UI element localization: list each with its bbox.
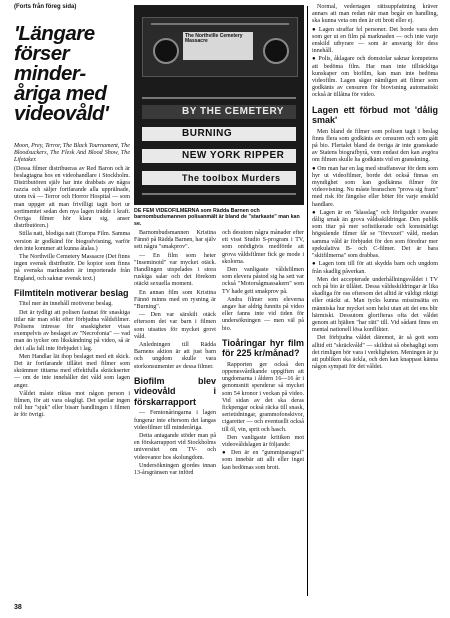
- bullet-paragraph: ● Polis, åklagare och domstolar saknar kompetens att bedöma film. Har man inte tillräckliga kunskaper om biofilm, kan man inte bedöma videofilm. Lagen säger nämligen att filmer som godkänts av censuren för biovisning automatiskt också är tillåtna för video.: [312, 56, 438, 99]
- bullet-paragraph: ● Lagen tom till för att skydda barn och ungdom från skadlig påverkan.: [312, 261, 438, 275]
- paragraph: Den vanligaste kritiken mot videovåldslagen är följande:: [222, 434, 304, 449]
- paragraph: Det är tydligt att polisen fastnat för snaskiga titlar när man sökt efter förbjudna våldsfilmer. Polisens intresse för snaskigheter visas exempelvis av beslaget av "Necrofonia" — vad man än tycker om likskändning på video, så är det i alla fall inte förbjudet i lag.: [14, 309, 130, 352]
- cassette-label: The Northville Cemetery Massacre: [183, 32, 253, 60]
- paragraph: Men Handlar lät ihop beslaget med ett skick. Det är fortfarande tillåtet med filmer som skrämmer tittarna med effektfulla skräckserier — om de inte innehåller det våld som lagen anger.: [14, 353, 130, 389]
- paragraph: — Den var särskilt otäck eftersom det var barn i filmen som utsattes för mycket grovt våld.: [134, 312, 216, 340]
- subheading: Lagen ett förbud mot 'dålig smak': [312, 104, 438, 126]
- paragraph: Den vanligaste våldsfilmen som elevera påstod sig ha sett var också "Motorsågmassakern" som TV hade gett smakprov på.: [222, 267, 304, 295]
- film-list: Moon, Prey, Terror, The Black Tournament, The Bloodsuckers, The Flesk And Blood Show, The Lifetaker.: [14, 143, 130, 164]
- video-cassettes-photo: [134, 5, 304, 205]
- paragraph: Normal, vedertagen rättsuppfattning kräver annars att man redan när man begår en handling, ska kunna veta om den är ett brott eller ej.: [312, 4, 438, 25]
- paragraph: — Femtonåringarna i lagen fungerar inte eftersom det langas videofilmer till minderåriga.: [134, 410, 216, 431]
- paragraph: Andra filmer som eleverna angav har aldrig funnits på video eller fanns inte vid tiden för undersökningen — men väl på bio.: [222, 296, 304, 332]
- paragraph: Anledningen till Rädda Barnens aktion är att just barn och ungdom skulle vara storkonsumenter av dessa filmer.: [134, 342, 216, 370]
- bullet-text: Om man har en lag med straffansvar för dem som hyr ut videofilmer, borde det också finnas en myndighet som kan godkänna filmer för videovisning. Nu måste branschen "prova sig fram" med risk för fängelse eller böter för varje enskild handlare.: [312, 165, 438, 208]
- paragraph: Men det accepterade underhållningsvåldet i TV och på bio är tillåtet. Dessa våldsskildringar är lika skadliga för oss eftersom det alltid är väldigt riktigt eller otäckt at. Man tycks kunna missinsätta en människa hur mycket som helst utan att det ens blir härmiskt. Dessutom glorifieras ofta det våldet genom att hjälten "har rätt" till. Vid sådant finns en mental nationell lösa konflikter.: [312, 276, 438, 334]
- column-1: [14, 143, 130, 421]
- bullet-paragraph: ● Lagen är en "klasslag" och förligsider svarare dålig smak än grova våldsskildringar. Den publik som titar på mer sofistikerade och konstnärligt högstående filmer får se "förvuxet" våld, medan samma våld är förbjudet för den som föredrar mer spekulativa B- och C-filmer. Det är bara "skitfilmerna" som drabbas.: [312, 209, 438, 260]
- cassette-spine: BURNING: [142, 127, 296, 141]
- paragraph: Våldet måste riktas mot någon person i filmen, för att vara olagligt. Det speilar ingen roll hur "sjuk" eller bisarr handlingen i filmen är för övrigt.: [14, 390, 130, 419]
- continued-from-previous-label: (Forts från föreg sida): [14, 4, 77, 10]
- paragraph: Men bland de filmer som polisen tagit i beslag finns flera som godkänts av censuren och som gått på bio. Flertalet bland de övriga är inte granskade av Statens biografbyrå, vem endast den kan avgöra om filmen skulle ha godkänts vid en granskning.: [312, 128, 438, 164]
- paragraph: (Dessa filmer distribueras av Red Baron och är beslagtagna hos en videohandlare i Stockholm. Distributören själv har inte drabbats av några razzia och säljer fortfarande alla upprälnade, utom två — Terror och Horror Hospital — som man uppger att man frivilligt tagit bort ur sortimentet sedan den nya lagen trädde i kraft. Övriga filmer hör klara sig, anser distributören.): [14, 165, 130, 230]
- paragraph: Barnombudsmannen Kristina Fännö på Rädda Barnen, har själv sett några "smakprov".: [134, 230, 216, 251]
- column-2: [134, 230, 216, 478]
- paragraph: Stilla natt, blodiga natt (Europa Film. Samma version är godkänd för biografvisning, varför den inte kommer att kunna åtalas.): [14, 231, 130, 252]
- paragraph: Undersökningen gjordes innan 13-årsgränsen var införd: [134, 462, 216, 476]
- column-rule: [307, 6, 308, 596]
- cassette-reel: [263, 38, 289, 64]
- paragraph: och desutom några månader efter ett visst Studio S-program i TV, som onödigtvis medförde att grova våldsfilmer fick ge mode i skolorna.: [222, 230, 304, 265]
- paragraph: — En film som heter "Inseminoid" var mycket otäck. Handlingen utspelades i stora ruskiga salar och det förekom otäckt sexuella moment.: [134, 252, 216, 288]
- subheading: Filmtiteln motiverar beslag: [14, 287, 129, 298]
- bullet-paragraph: ● Den är en "gummiparagraf" som innebär att allt eller inget kan bedömas som brott.: [222, 450, 304, 471]
- cassette-spine: BY THE CEMETERY: [142, 105, 296, 119]
- cassette-top: [142, 17, 298, 77]
- subheading: Biofilm blev videovåld i förskarrapport: [134, 375, 216, 407]
- bullet-text: Lagen straffar fel personer. Det borde vara den som ger ut en film på marknaden — och inte varje enskild utbyrare — som är ansvarig för dess innehåll.: [312, 26, 439, 55]
- headline: 'Längare förser minder-åriga med videovåld': [14, 22, 109, 125]
- photo-caption: DE FEM VIDEOFILMERNA som Rädda Barnen och barnombudsmannen polisanmält är bland de "starkaste" man kan se.: [134, 208, 300, 227]
- cassette-strip: [151, 23, 289, 25]
- bullet-paragraph: ● Om man har en lag med straffansvar för dem som hyr ut videofilmer, borde det också finnas en myndighet som kan godkänna filmer för videovisning. Nu måste branschen "prova sig fram" med risk för fängelse eller böter för varje enskild handlare.: [312, 165, 438, 208]
- paragraph: Rapporten ger också den oppenesvårdkande uppgiften att ungdomarna i åldern 16—16 år i genomsnitt spenderar så mycket som 54 kronor i veckan på video. Vid sidan av det ska deras fickpengar också räcka till snask, serietidningar, grammofonskivor, cigaretter — och eventuellt också till öl, vin, sprit och hasch.: [222, 361, 304, 433]
- bullet-text: Polis, åklagare och domstolar saknar kompetens att bedöma film. Har man inte tillräckliga kunskaper om biofilm, kan man inte bedöma videofilm. Lagen säger nämligen att filmer som godkänts av censuren för biovisning automatiskt också är tillåtna för video.: [312, 56, 438, 99]
- paragraph: En annan film som Kristina Fännö minns med en rysning är "Burning".: [134, 289, 216, 311]
- subheading: Tioåringar hyr film för 225 kr/månad?: [222, 337, 304, 359]
- bullet-text: Lagen är en "klasslag" och förligsider svarare dålig smak än grova våldsskildringar. Den publik som titar på mer sofistikerade och konstnärligt högstående filmer får se "förvuxet" våld, medan samma våld är förbjudet för den som föredrar mer spekulativa B- och C-filmer. Det är bara "skitfilmerna" som drabbas.: [312, 209, 438, 260]
- bullet-text: Lagen tom till för att skydda barn och ungdom från skadlig påverkan.: [312, 261, 438, 275]
- bullet-text: Den är en "gummiparagraf" som innebär att allt eller inget kan bedömas som brott.: [222, 450, 304, 471]
- column-3: [222, 230, 304, 473]
- cassette-spine: The toolbox Murders: [142, 171, 296, 185]
- cassette-edge: [142, 97, 296, 99]
- paragraph: The Northville Cemetery Massacre (Det finns ingen svensk distributör. De kopior som finns på svenska marknaden är importerade från England, och saknar svensk text.): [14, 254, 130, 282]
- column-4: [312, 4, 438, 372]
- paragraph: Titel mer än innehåll motiverar beslag.: [19, 301, 113, 308]
- cassette-edge: [142, 193, 296, 195]
- paragraph: Detta antagande stöder man på en förskarrapport vid Stockholms universitet om TV- och videovanor hos skolungdom.: [134, 432, 216, 461]
- cassette-reel: [153, 38, 179, 64]
- paragraph: Det förbjudna våldet däremot, är så gott som alltid ett "skräckvåld" — skildrat så obehagligt som det rimligen bör vara i verkligheten. Meningen är ju att publiken ska äckla, och den kan knappast känna någon sympati för det våldet.: [312, 335, 438, 371]
- page-number: 38: [14, 604, 22, 611]
- cassette-spine: NEW YORK RIPPER: [142, 149, 296, 163]
- bullet-paragraph: ● Lagen straffar fel personer. Det borde vara den som ger ut en film på marknaden — och inte varje enskild utbyrare — som är ansvarig för dess innehåll.: [312, 26, 439, 55]
